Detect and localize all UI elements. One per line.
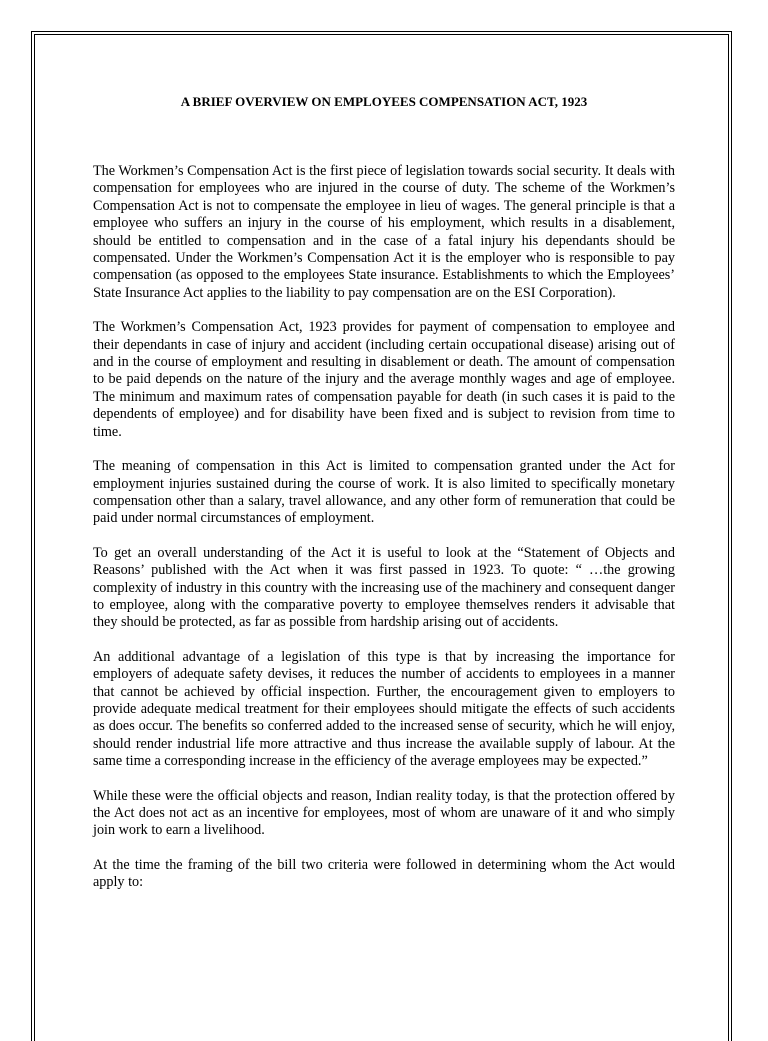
document-title: A BRIEF OVERVIEW ON EMPLOYEES COMPENSATION ACT, 1923	[180, 94, 588, 109]
paragraph-4: To get an overall understanding of the Act it is useful to look at the “Statement of Objects and Reasons’ published with the Act when it was first passed in 1923. To quote: “ …the growing complexity of industry in this country with the increasing use of the machinery and consequent danger to employee, along with the comparative poverty to employee themselves renders it advisable that they should be protected, as far as possible from hardship arising out of accidents.	[93, 544, 675, 631]
paragraph-7: At the time the framing of the bill two criteria were followed in determining whom the Act would apply to:	[93, 856, 675, 891]
paragraph-1: The Workmen’s Compensation Act is the first piece of legislation towards social security. It deals with compensation for employees who are injured in the course of duty. The scheme of the Workmen’s Compensation Act is not to compensate the employee in lieu of wages. The general principle is that a employee who suffers an injury in the course of his employment, which results in a disablement, should be entitled to compensation and in the case of a fatal injury his dependants should be compensated. Under the Workmen’s Compensation Act it is the employer who is responsible to pay compensation (as opposed to the employees State insurance. Establishments to which the Employees’ State Insurance Act applies to the liability to pay compensation are on the ESI Corporation).	[93, 163, 675, 301]
paragraph-5: An additional advantage of a legislation of this type is that by increasing the importance for employers of adequate safety devises, it reduces the number of accidents to employees in a manner that cannot be achieved by official inspection. Further, the encouragement given to employers to provide adequate medical treatment for their employees should mitigate the effects of such accidents as does occur. The benefits so conferred added to the increased sense of security, which he will enjoy, should render industrial life more attractive and thus increase the available supply of labour. At the same time a corresponding increase in the efficiency of the average employees may be expected.”	[93, 648, 675, 770]
paragraph-6: While these were the official objects and reason, Indian reality today, is that the protection offered by the Act does not act as an incentive for employees, most of whom are unaware of it and who simply join work to earn a livelihood.	[93, 787, 675, 839]
paragraph-3: The meaning of compensation in this Act is limited to compensation granted under the Act for employment injuries sustained during the course of work. It is also limited to specifically monetary compensation other than a salary, travel allowance, and any other form of remuneration that could be paid under normal circumstances of employment.	[93, 458, 675, 527]
document-body	[93, 93, 675, 909]
paragraph-2: The Workmen’s Compensation Act, 1923 provides for payment of compensation to employee and their dependants in case of injury and accident (including certain occupational disease) arising out of and in the course of employment and resulting in disablement or death. The amount of compensation to be paid depends on the nature of the injury and the average monthly wages and age of employee. The minimum and maximum rates of compensation payable for death (in such cases it is paid to the dependents of employee) and for disability have been fixed and is subject to revision from time to time.	[93, 319, 675, 440]
